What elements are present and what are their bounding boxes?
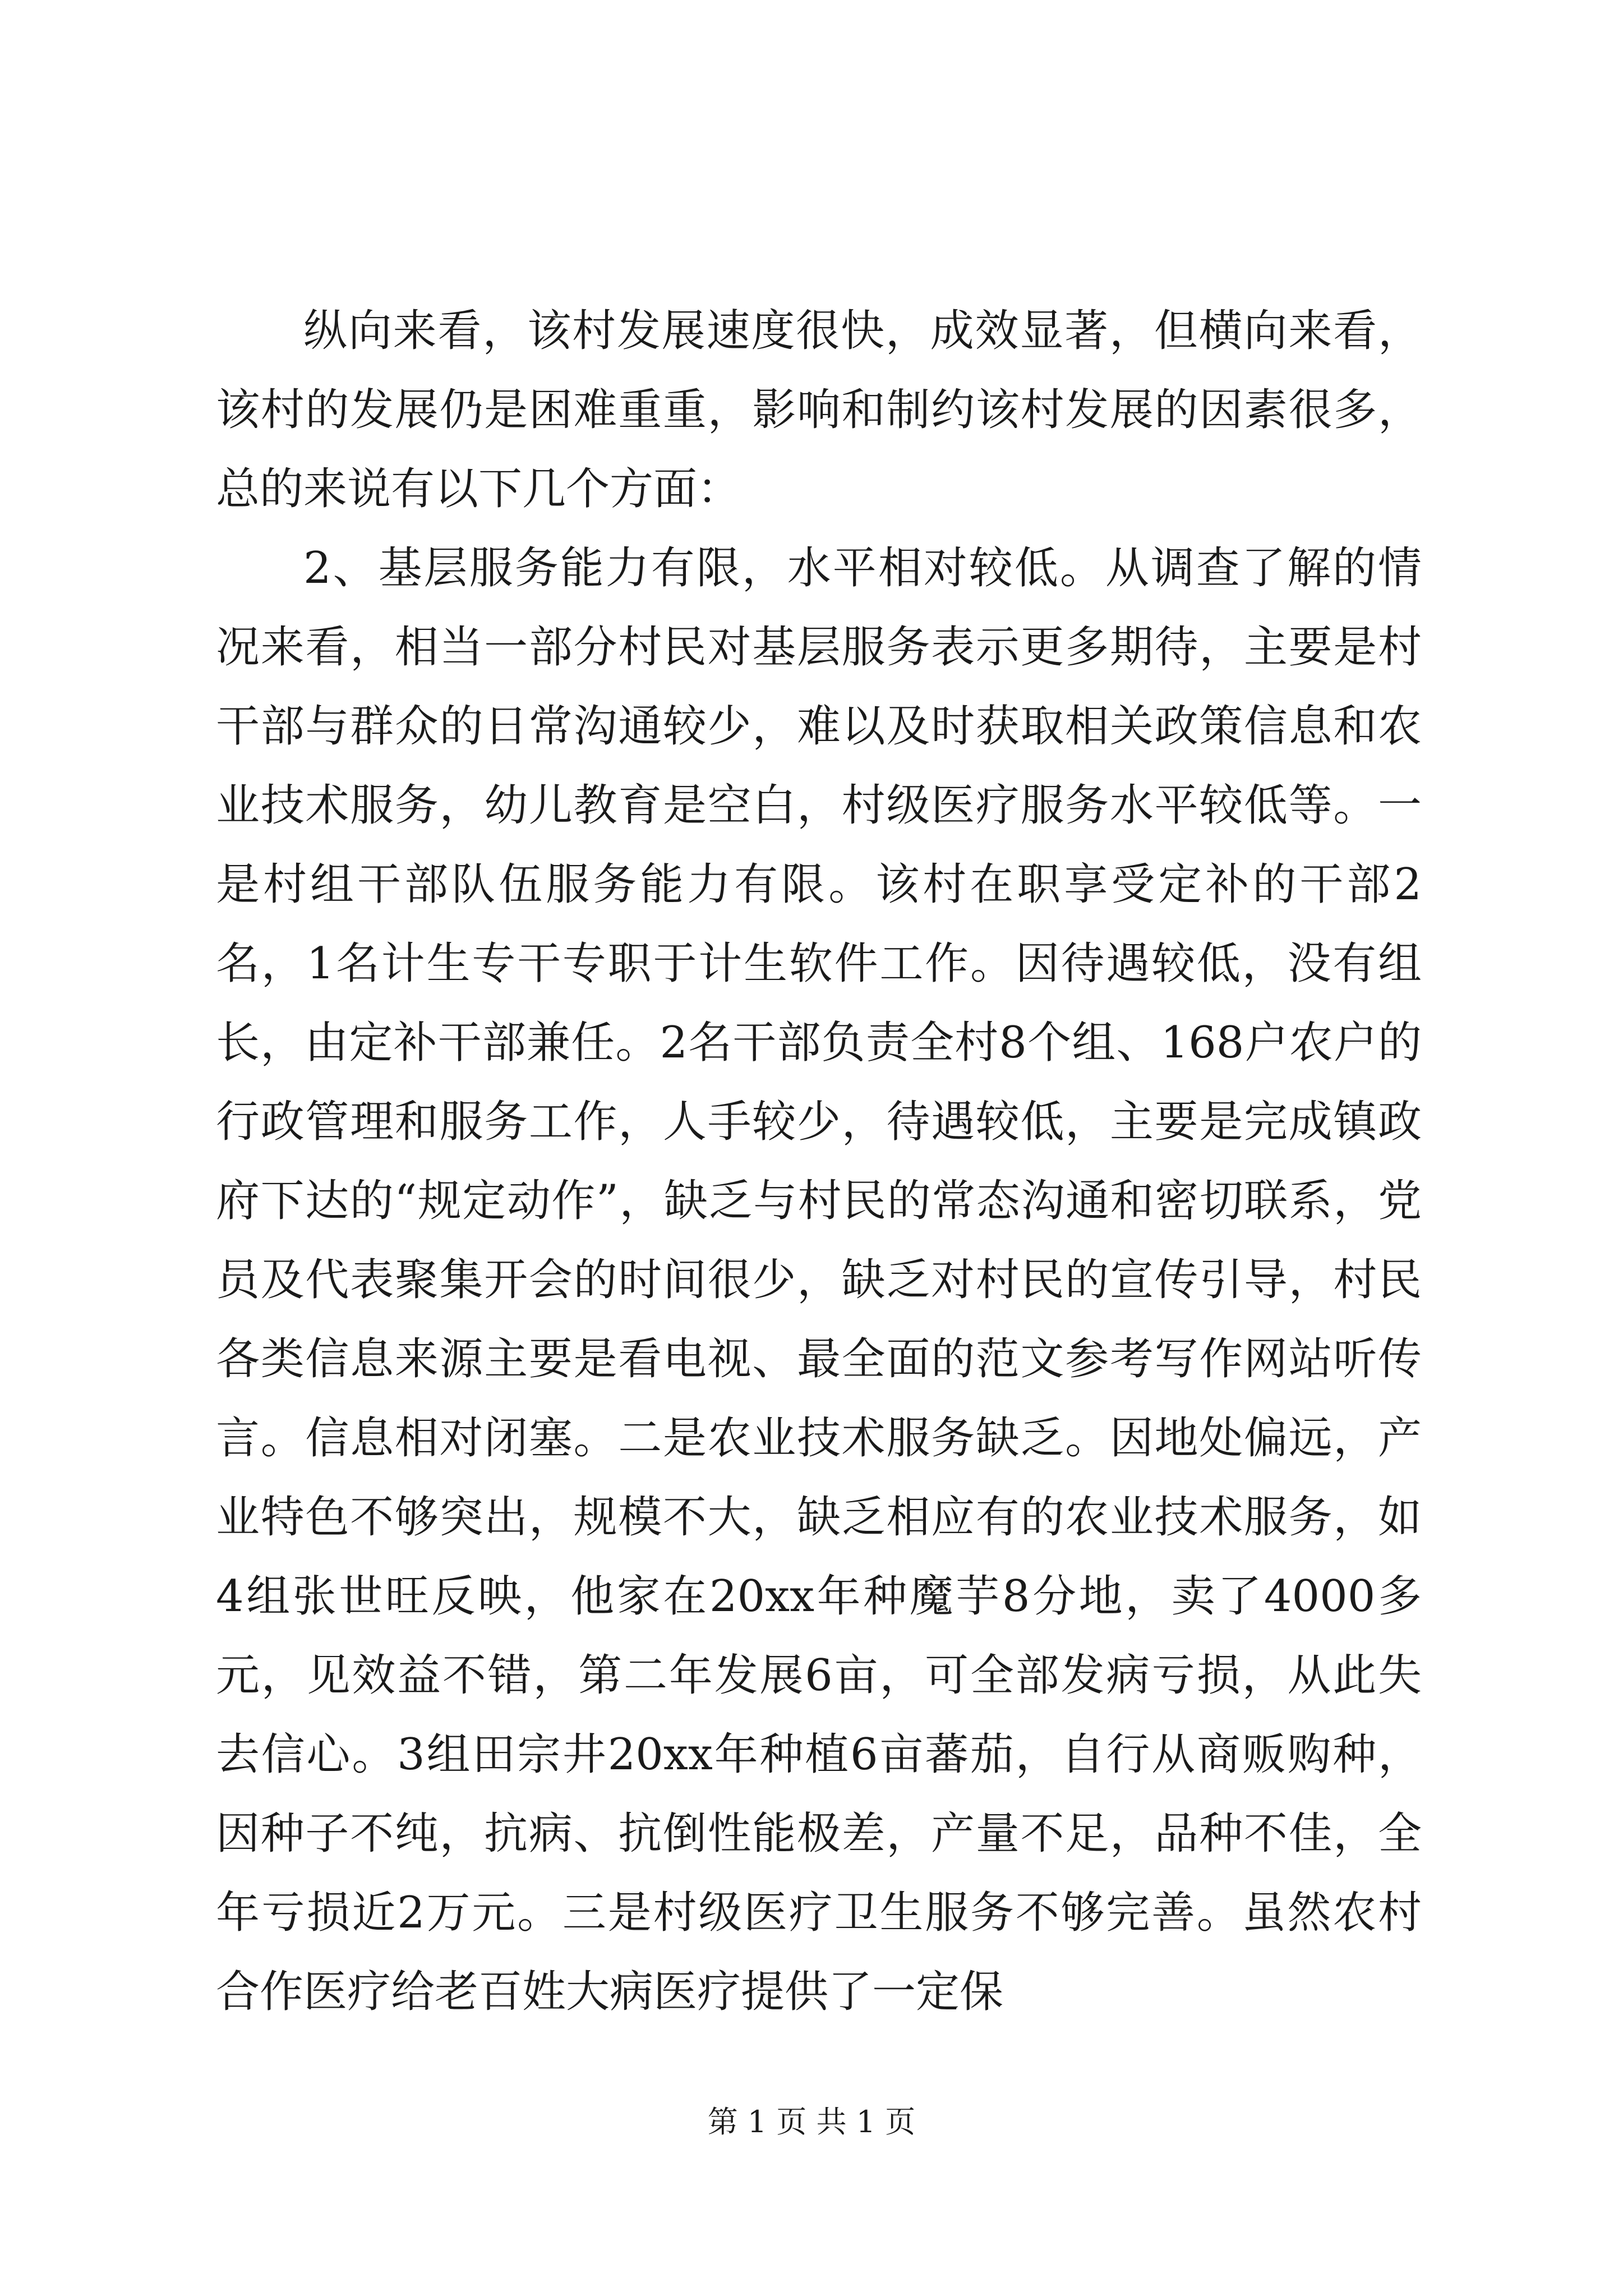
page-footer: 第 1 页 共 1 页 [707, 2104, 916, 2139]
body-text [216, 292, 1422, 2032]
paragraph-intro: 纵向来看，该村发展速度很快，成效显著，但横向来看，该村的发展仍是困难重重，影响和制约该村发展的因素很多，总的来说有以下几个方面： [216, 306, 1422, 514]
paragraph-service-capacity: 2、基层服务能力有限，水平相对较低。从调查了解的情况来看，相当一部分村民对基层服务表示更多期待，主要是村干部与群众的日常沟通较少，难以及时获取相关政策信息和农业技术服务，幼儿教育是空白，村级医疗服务水平较低等。一是村组干部队伍服务能力有限。该村在职享受定补的干部2名，1名计生专干专职于计生软件工作。因待遇较低，没有组长，由定补干部兼任。2名干部负责全村8个组、168户农户的行政管理和服务工作，人手较少，待遇较低，主要是完成镇政府下达的“规定动作”，缺乏与村民的常态沟通和密切联系，党员及代表聚集开会的时间很少，缺乏对村民的宣传引导，村民各类信息来源主要是看电视、最全面的范文参考写作网站听传言。信息相对闭塞。二是农业技术服务缺乏。因地处偏远，产业特色不够突出，规模不大，缺乏相应有的农业技术服务，如4组张世旺反映，他家在20xx年种魔芋8分地，卖了4000多元，见效益不错，第二年发展6亩，可全部发病亏损，从此失去信心。3组田宗井20xx年种植6亩蕃茄，自行从商贩购种，因种子不纯，抗病、抗倒性能极差，产量不足，品种不佳，全年亏损近2万元。三是村级医疗卫生服务不够完善。虽然农村合作医疗给老百姓大病医疗提供了一定保 [216, 543, 1422, 2017]
